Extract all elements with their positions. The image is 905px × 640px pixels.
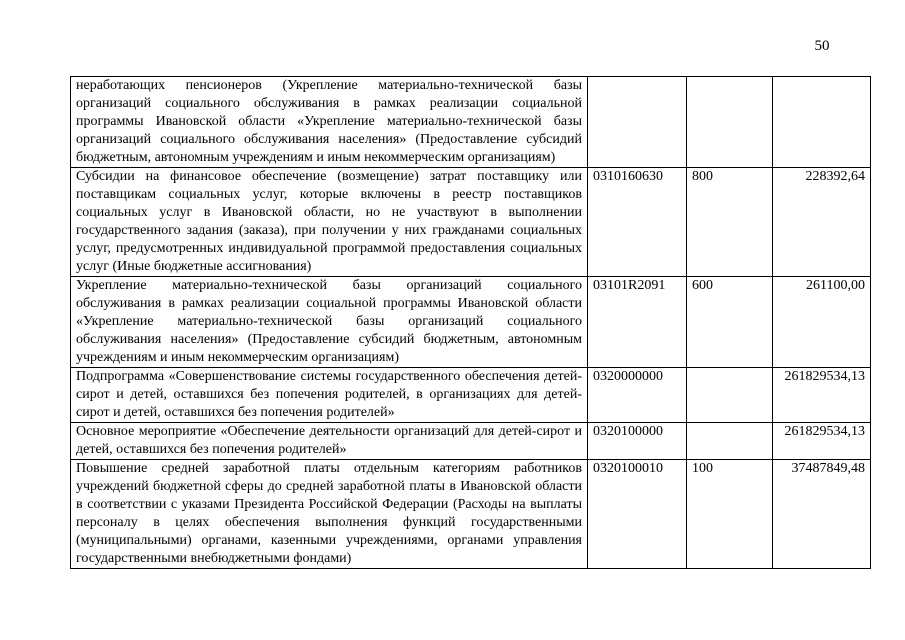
row-amount: 261100,00 [773,277,871,368]
row-expense-type [687,77,773,168]
row-description: неработающих пенсионеров (Укрепление материально-технической базы организаций социального обслуживания в рамках реализации социальной программы Ивановской области «Укрепление материально-технической базы организаций социального обслуживания населения» (Предоставление субсидий бюджетным, автономным учреждениям и иным некоммерческим организациям) [71,77,588,168]
row-target-code: 0320100010 [588,460,687,569]
row-target-code: 03101R2091 [588,277,687,368]
row-amount: 37487849,48 [773,460,871,569]
row-target-code: 0320000000 [588,368,687,423]
row-expense-type [687,423,773,460]
table-row [71,423,871,460]
row-target-code: 0320100000 [588,423,687,460]
budget-table [70,76,871,569]
table-row [71,77,871,168]
row-amount: 228392,64 [773,168,871,277]
row-description: Субсидии на финансовое обеспечение (возмещение) затрат поставщику или поставщикам социальных услуг, которые включены в реестр поставщиков социальных услуг в Ивановской области, но не участвуют в выполнении государственного задания (заказа), при получении у них гражданами социальных услуг, предусмотренных индивидуальной программой предоставления социальных услуг (Иные бюджетные ассигнования) [71,168,588,277]
row-amount: 261829534,13 [773,423,871,460]
page-number: 50 [814,38,830,54]
row-description: Подпрограмма «Совершенствование системы государственного обеспечения детей-сирот и детей, оставшихся без попечения родителей, в организациях для детей-сирот и детей, оставшихся без попечения родителей» [71,368,588,423]
table-row [71,460,871,569]
row-target-code [588,77,687,168]
row-expense-type [687,368,773,423]
table-row [71,168,871,277]
row-expense-type: 600 [687,277,773,368]
row-expense-type: 800 [687,168,773,277]
table-row [71,368,871,423]
row-description: Повышение средней заработной платы отдельным категориям работников учреждений бюджетной сферы до средней заработной платы в Ивановской области в соответствии с указами Президента Российской Федерации (Расходы на выплаты персоналу в целях обеспечения выполнения функций государственными (муниципальными) органами, казенными учреждениями, органами управления государственными внебюджетными фондами) [71,460,588,569]
row-description: Укрепление материально-технической базы организаций социального обслуживания в рамках реализации социальной программы Ивановской области «Укрепление материально-технической базы организаций социального обслуживания населения» (Предоставление субсидий бюджетным, автономным учреждениям и иным некоммерческим организациям) [71,277,588,368]
row-target-code: 0310160630 [588,168,687,277]
row-expense-type: 100 [687,460,773,569]
row-description: Основное мероприятие «Обеспечение деятельности организаций для детей-сирот и детей, оставшихся без попечения родителей» [71,423,588,460]
table-row [71,277,871,368]
row-amount [773,77,871,168]
row-amount: 261829534,13 [773,368,871,423]
